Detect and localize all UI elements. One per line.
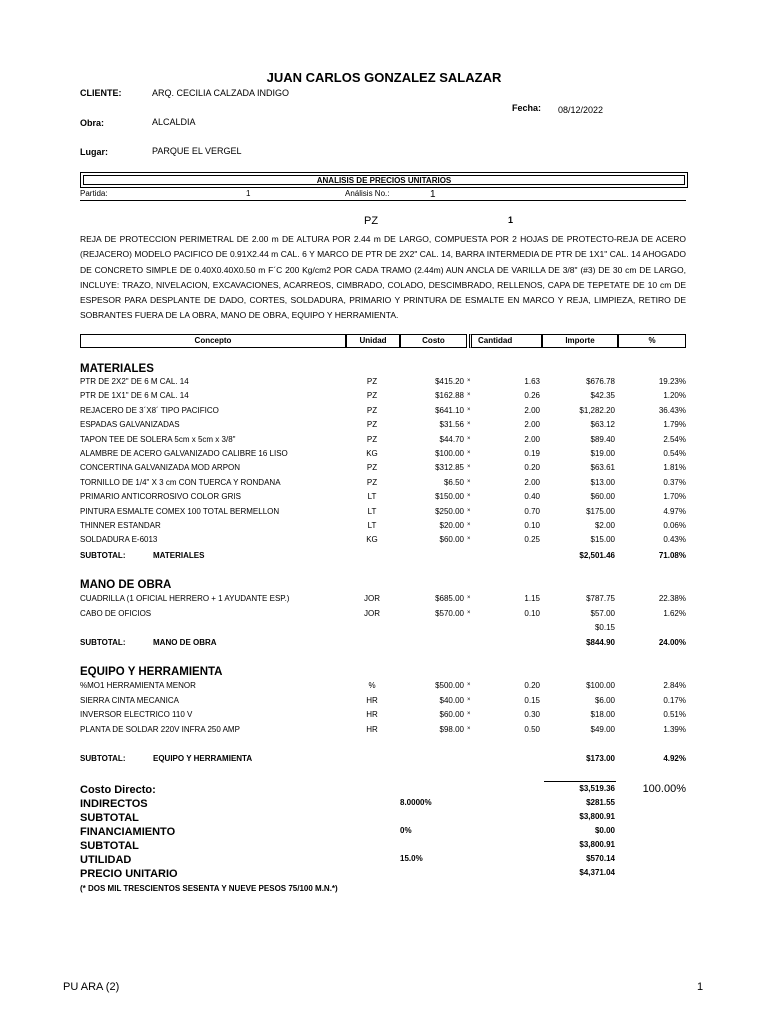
concepto-cell: TAPON TEE DE SOLERA 5cm x 5cm x 3/8" (80, 434, 236, 444)
concepto-cell: ESPADAS GALVANIZADAS (80, 420, 180, 430)
multiply-mark: × (467, 435, 471, 442)
cantidad-cell: 2.00 (524, 405, 540, 415)
importe-cell: $63.61 (590, 463, 615, 473)
lugar-label: Lugar: (80, 147, 108, 157)
indirectos-value: $281.55 (586, 798, 615, 807)
pct-cell: 0.54% (663, 449, 686, 458)
multiply-mark: × (467, 711, 471, 717)
subtotal2-value: $3,800.91 (579, 840, 615, 849)
subtotal-label: SUBTOTAL: (80, 754, 126, 763)
concepto-cell: ALAMBRE DE ACERO GALVANIZADO CALIBRE 16 LISO (80, 449, 288, 458)
pct-cell: 4.97% (663, 506, 686, 516)
unidad-cell: PZ (366, 377, 378, 386)
unidad-cell: LT (367, 521, 377, 530)
subtotal-label: SUBTOTAL: (80, 638, 126, 647)
cantidad-cell: 0.70 (524, 506, 540, 516)
cantidad-cell: 0.15 (524, 695, 540, 705)
unidad-cell: PZ (366, 434, 378, 444)
subtotal-label: SUBTOTAL: (80, 551, 126, 560)
partida-label: Partida: (80, 189, 108, 198)
unidad-cell: KG (366, 535, 378, 545)
multiply-mark: × (467, 507, 471, 514)
financiamiento-label: FINANCIAMIENTO (80, 826, 176, 838)
concepto-cell: PTR DE 2X2" DE 6 M CAL. 14 (80, 377, 189, 386)
subtotal1-label: SUBTOTAL (80, 812, 139, 824)
importe-cell: $89.40 (590, 434, 615, 444)
costo-cell: $98.00 (439, 724, 464, 734)
equipo-subtotal-row (0, 754, 768, 768)
table-row (0, 391, 768, 405)
pct-cell: 2.54% (663, 434, 686, 444)
concepto-cell: %MO1 HERRAMIENTA MENOR (80, 681, 196, 690)
unidad-cell: JOR (364, 608, 380, 618)
precio-unitario-label: PRECIO UNITARIO (80, 868, 178, 880)
costo-directo-value: $3,519.36 (579, 784, 615, 793)
importe-cell: $1,282.20 (579, 405, 615, 415)
multiply-mark: × (467, 595, 471, 601)
costo-cell: $312.85 (435, 463, 464, 473)
importe-cell: $42.35 (590, 391, 615, 401)
subtotal-pct: 71.08% (658, 551, 686, 560)
analysis-title-box (80, 172, 688, 188)
concepto-cell: PLANTA DE SOLDAR 220V INFRA 250 AMP (80, 724, 240, 734)
precio-unitario-value: $4,371.04 (579, 868, 615, 877)
indirectos-pct: 8.0000% (400, 798, 432, 807)
partida-value: 1 (246, 189, 251, 198)
multiply-mark: × (467, 696, 471, 703)
importe-cell: $13.00 (590, 477, 615, 487)
unidad-cell: KG (366, 449, 378, 458)
multiply-mark: × (467, 392, 471, 399)
footer-page-number: 1 (697, 981, 704, 993)
mano-obra-subtotal-row (0, 638, 768, 652)
cliente-label: CLIENTE: (80, 88, 122, 98)
importe-cell: $676.78 (586, 377, 615, 386)
concepto-cell: CUADRILLA (1 OFICIAL HERRERO + 1 AYUDANTE ESP.) (80, 594, 290, 603)
footer-sheet-name: PU ARA (2) (63, 981, 120, 993)
unidad-cell: PZ (366, 420, 378, 430)
importe-cell: $15.00 (590, 535, 615, 545)
importe-cell: $100.00 (586, 681, 615, 690)
costo-directo-label: Costo Directo: (80, 784, 156, 796)
obra-label: Obra: (80, 118, 105, 128)
utilidad-pct: 15.0% (400, 854, 423, 863)
col-concepto: Concepto (80, 334, 346, 348)
costo-cell: $500.00 (435, 681, 464, 690)
table-row (0, 420, 768, 434)
costo-cell: $150.00 (435, 492, 464, 502)
indirectos-label: INDIRECTOS (80, 798, 148, 810)
col-unidad: Unidad (346, 334, 400, 348)
costo-cell: $100.00 (435, 449, 464, 458)
financiamiento-value: $0.00 (594, 826, 615, 835)
cantidad-cell: 0.10 (524, 608, 540, 618)
table-row (0, 725, 768, 739)
cantidad-cell: 0.40 (524, 492, 540, 502)
table-row (0, 377, 768, 391)
table-row (0, 609, 768, 623)
multiply-mark: × (467, 464, 471, 471)
costo-cell: $685.00 (435, 594, 464, 603)
concepto-cell: CABO DE OFICIOS (80, 608, 152, 618)
subtotal-name: EQUIPO Y HERRAMIENTA (153, 754, 253, 763)
costo-directo-pct: 100.00% (642, 783, 686, 795)
table-row (0, 594, 768, 608)
unit-value: PZ (364, 215, 379, 227)
extra-importe: $0.15 (594, 623, 615, 632)
cantidad-cell: 2.00 (524, 477, 540, 487)
col-importe: Importe (542, 334, 618, 348)
unidad-cell: PZ (366, 477, 378, 487)
section-materiales-title: MATERIALES (80, 363, 154, 375)
cantidad-cell: 0.25 (524, 535, 540, 545)
table-row (0, 449, 768, 463)
analysis-title: ANALISIS DE PRECIOS UNITARIOS (83, 175, 685, 185)
cantidad-cell: 1.63 (524, 377, 540, 386)
costo-cell: $641.10 (435, 405, 464, 415)
pct-cell: 1.62% (663, 608, 686, 618)
costo-cell: $40.00 (439, 695, 464, 705)
costo-cell: $60.00 (439, 535, 464, 545)
amount-in-words: (* DOS MIL TRESCIENTOS SESENTA Y NUEVE PESOS 75/100 M.N.*) (80, 884, 338, 893)
concepto-cell: PTR DE 1X1" DE 6 M CAL. 14 (80, 391, 189, 401)
pct-cell: 0.06% (663, 521, 686, 530)
divider (80, 200, 686, 201)
table-row (0, 478, 768, 492)
costo-cell: $20.00 (439, 521, 464, 530)
table-row (0, 435, 768, 449)
table-row (0, 696, 768, 710)
cantidad-cell: 0.50 (524, 724, 540, 734)
multiply-mark: × (467, 450, 471, 456)
utilidad-label: UTILIDAD (80, 854, 132, 866)
concepto-cell: CONCERTINA GALVANIZADA MOD ARPON (80, 463, 241, 473)
subtotal-importe: $844.90 (586, 638, 615, 647)
unidad-cell: HR (366, 710, 378, 719)
costo-cell: $44.70 (439, 434, 464, 444)
cantidad-cell: 0.19 (524, 449, 540, 458)
cliente-value: ARQ. CECILIA CALZADA INDIGO (152, 88, 290, 98)
importe-cell: $57.00 (590, 608, 615, 618)
table-row (0, 681, 768, 695)
costo-cell: $570.00 (435, 608, 464, 618)
costo-cell: $6.50 (443, 477, 464, 487)
fecha-label: Fecha: (512, 103, 542, 113)
subtotal-name: MANO DE OBRA (153, 638, 217, 647)
item-description: REJA DE PROTECCION PERIMETRAL DE 2.00 m DE ALTURA POR 2.44 m DE LARGO, COMPUESTA POR 2 HOJAS DE PROTECTO-REJA DE ACERO (REJACERO) MODELO PACIFICO DE 0.91X2.44 m CAL. 6 Y MARCO DE PTR DE 2X2" CAL. 14, BARRA INTERMEDIA DE PTR DE 1X1" CAL. 14 AHOGADO DE CONCRETO SIMPLE DE 0.40X0.40X0.50 m F´C 200 Kg/cm2 POR CADA TRAMO (2.44m) AUN ANCLA DE VARILLA DE 3/8" (#3) DE 30 cm DE LARGO, INCLUYE: TRAZO, NIVELACION, EXCAVACIONES, ACARREOS, CIMBRADO, COLADO, DESCIMBRADO, RELLENOS, CAPA DE TEPETATE DE 10 cm DE ESPESOR PARA DESPLANTE DE DADO, CORTES, SOLDADURA, PRIMARIO Y PRINTURA DE ESMALTE EN MARCO Y REJA, LIMPIEZA, RETIRO DE SOBRANTES FUERA DE LA OBRA, MANO DE OBRA, EQUIPO Y HERRAMIENTA. (80, 234, 686, 321)
pct-cell: 1.81% (663, 463, 686, 473)
summary-rule (544, 781, 616, 782)
table-row (0, 463, 768, 477)
subtotal-importe: $2,501.46 (579, 551, 615, 560)
subtotal-pct: 24.00% (658, 638, 686, 647)
concepto-cell: TORNILLO DE 1/4" X 3 cm CON TUERCA Y RONDANA (80, 477, 281, 487)
cantidad-cell: 0.30 (524, 710, 540, 719)
document-title: JUAN CARLOS GONZALEZ SALAZAR (266, 70, 502, 85)
multiply-mark: × (467, 406, 471, 413)
multiply-mark: × (467, 478, 471, 485)
cantidad-cell: 0.10 (524, 521, 540, 530)
pct-cell: 1.20% (663, 391, 686, 401)
mano-obra-extra-row (0, 623, 768, 637)
costo-cell: $162.88 (435, 391, 464, 401)
col-pct: % (618, 334, 686, 348)
cantidad-cell: 0.20 (524, 681, 540, 690)
costo-cell: $250.00 (435, 506, 464, 516)
concepto-cell: PRIMARIO ANTICORROSIVO COLOR GRIS (80, 492, 241, 502)
pct-cell: 0.37% (663, 477, 686, 487)
multiply-mark: × (467, 421, 471, 428)
unidad-cell: PZ (366, 405, 378, 415)
pct-cell: 0.51% (663, 710, 686, 719)
col-cantidad: Cantidad (469, 334, 542, 348)
subtotal-pct: 4.92% (663, 754, 686, 763)
multiply-mark: × (467, 522, 471, 528)
unidad-cell: PZ (366, 463, 378, 473)
pct-cell: 0.17% (663, 695, 686, 705)
importe-cell: $2.00 (594, 521, 615, 530)
unidad-cell: JOR (364, 594, 380, 603)
table-row (0, 710, 768, 724)
multiply-mark: × (467, 493, 471, 500)
importe-cell: $787.75 (586, 594, 615, 603)
concepto-cell: SIERRA CINTA MECANICA (80, 695, 179, 705)
concepto-cell: THINNER ESTANDAR (80, 521, 161, 530)
concepto-cell: SOLDADURA E-6013 (80, 535, 158, 545)
importe-cell: $49.00 (590, 724, 615, 734)
costo-cell: $60.00 (439, 710, 464, 719)
section-mano-obra-title: MANO DE OBRA (80, 579, 172, 591)
pct-cell: 19.23% (658, 377, 686, 386)
section-equipo-title: EQUIPO Y HERRAMIENTA (80, 666, 223, 678)
concepto-cell: PINTURA ESMALTE COMEX 100 TOTAL BERMELLON (80, 506, 280, 516)
fecha-value: 08/12/2022 (558, 105, 604, 115)
pct-cell: 0.43% (663, 535, 686, 545)
cantidad-cell: 0.20 (524, 463, 540, 473)
pct-cell: 2.84% (663, 681, 686, 690)
table-row (0, 492, 768, 506)
lugar-value: PARQUE EL VERGEL (152, 146, 242, 156)
costo-cell: $31.56 (439, 420, 464, 430)
cantidad-cell: 2.00 (524, 420, 540, 430)
multiply-mark: × (467, 725, 471, 732)
table-row (0, 521, 768, 535)
importe-cell: $63.12 (590, 420, 615, 430)
pct-cell: 1.70% (663, 492, 686, 502)
multiply-mark: × (467, 378, 471, 384)
subtotal-name: MATERIALES (153, 551, 205, 560)
subtotal2-label: SUBTOTAL (80, 840, 139, 852)
cantidad-cell: 0.26 (524, 391, 540, 401)
pct-cell: 22.38% (658, 594, 686, 603)
cantidad-cell: 1.15 (524, 594, 540, 603)
unidad-cell: LT (367, 492, 377, 502)
pct-cell: 1.39% (663, 724, 686, 734)
table-row (0, 406, 768, 420)
unidad-cell: HR (366, 724, 378, 734)
importe-cell: $175.00 (586, 506, 615, 516)
materiales-subtotal-row (0, 551, 768, 565)
multiply-mark: × (467, 609, 471, 616)
unidad-cell: % (368, 681, 376, 690)
importe-cell: $19.00 (590, 449, 615, 458)
concepto-cell: INVERSOR ELECTRICO 110 V (80, 710, 193, 719)
utilidad-value: $570.14 (586, 854, 615, 863)
importe-cell: $60.00 (590, 492, 615, 502)
importe-cell: $18.00 (590, 710, 615, 719)
pct-cell: 36.43% (658, 405, 686, 415)
unidad-cell: LT (367, 506, 377, 516)
obra-value: ALCALDIA (152, 117, 196, 127)
analisis-value: 1 (430, 189, 436, 200)
financiamiento-pct: 0% (400, 826, 412, 835)
unidad-cell: PZ (366, 391, 378, 401)
cantidad-cell: 2.00 (524, 434, 540, 444)
quantity-value: 1 (508, 215, 514, 225)
subtotal1-value: $3,800.91 (579, 812, 615, 821)
pct-cell: 1.79% (663, 420, 686, 430)
multiply-mark: × (467, 536, 471, 543)
col-costo: Costo (400, 334, 467, 348)
subtotal-importe: $173.00 (586, 754, 615, 763)
importe-cell: $6.00 (594, 695, 615, 705)
unidad-cell: HR (366, 695, 378, 705)
concepto-cell: REJACERO DE 3´X8´ TIPO PACIFICO (80, 405, 219, 415)
table-row (0, 507, 768, 521)
multiply-mark: × (467, 682, 471, 688)
costo-cell: $415.20 (435, 377, 464, 386)
analisis-label: Análisis No.: (345, 189, 390, 198)
table-row (0, 535, 768, 549)
